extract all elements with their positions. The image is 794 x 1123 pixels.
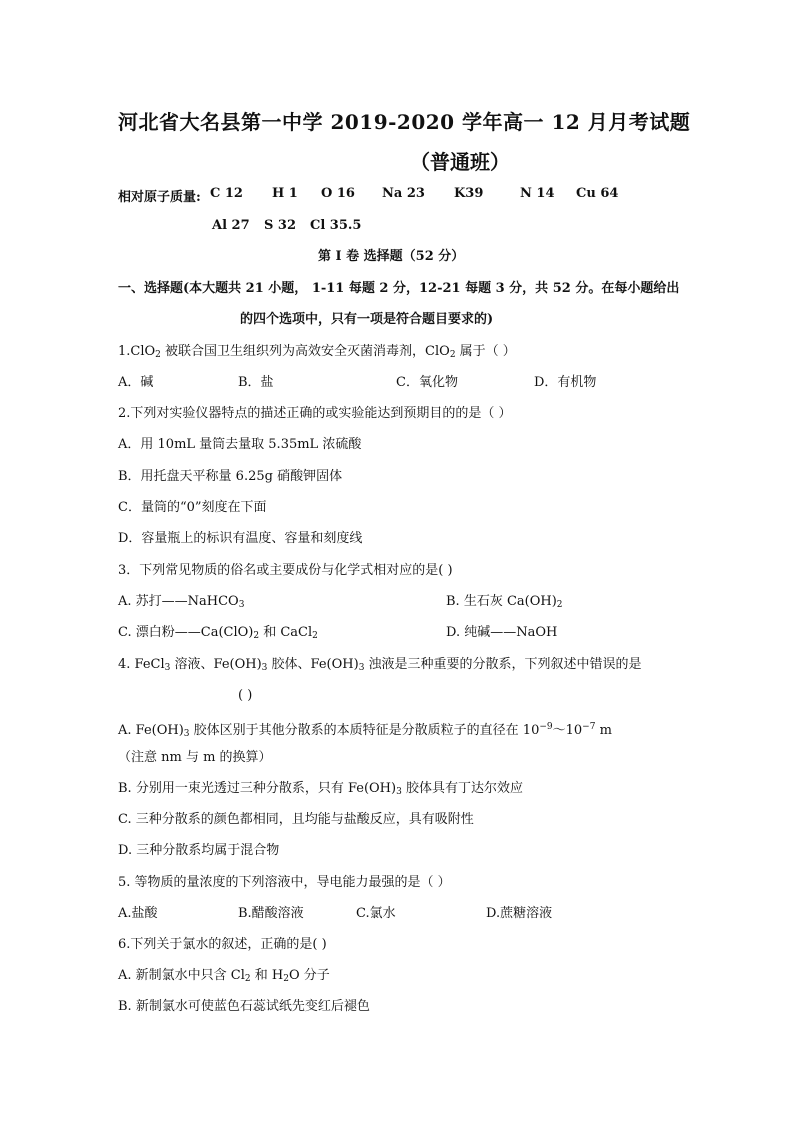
section-instructions-line-1: 一、选择题(本大题共 21 小题， 1-11 每题 2 分，12-21 每题 3 分，共 52 分。在每小题给出 [118,281,680,296]
question-2-stem: 2.下列对实验仪器特点的描述正确的或实验能达到预期目的的是（ ） [118,406,512,421]
option-b: B.醋酸溶液 [238,906,304,921]
question-1-stem: 1.ClO$_2$ 被联合国卫生组织列为高效安全灭菌消毒剂，ClO$_2$ 属于（ ） [118,344,516,360]
question-4-answer-paren: ( ) [238,688,253,703]
question-2-option-b: B．用托盘天平称量 6.25g 硝酸钾固体 [118,469,343,484]
question-2-option-d: D．容量瓶上的标识有温度、容量和刻度线 [118,531,363,546]
atomic-mass-label: 相对原子质量: [118,190,201,205]
question-4-option-a: A. $Fe(OH)_3$ 胶体区别于其他分散系的本质特征是分散质粒子的直径在 $10^{-9}\sim 10^{-7}$ m [118,722,612,739]
atomic-mass-row-1 [118,186,718,204]
question-4-stem: 4. FeCl$_3$ 溶液、$Fe(OH)_3$ 胶体、$Fe(OH)_3$ 浊液是三种重要的分散系，下列叙述中错误的是 [118,657,642,673]
atomic-mass-item: S 32 [264,218,297,233]
option-c: C．氧化物 [396,375,458,390]
option-d: D．有机物 [534,375,597,390]
option-a: A.盐酸 [118,906,158,921]
question-6-option-b: B. 新制氯水可使蓝色石蕊试纸先变红后褪色 [118,999,370,1014]
exam-title: 河北省大名县第一中学 2019-2020 学年高一 12 月月考试题 [118,110,691,134]
section-instructions-line-2: 的四个选项中，只有一项是符合题目要求的) [240,312,494,327]
atomic-mass-item: Na 23 [382,186,425,201]
question-3-stem: 3．下列常见物质的俗名或主要成份与化学式相对应的是( ) [118,563,453,578]
question-4-option-d: D. 三种分散系均属于混合物 [118,843,280,858]
question-4-option-b: B. 分别用一束光透过三种分散系，只有 $Fe(OH)_3$ 胶体具有丁达尔效应 [118,781,523,797]
question-6-option-a: A. 新制氯水中只含 $Cl_2$ 和 $H_2O$ 分子 [118,968,330,984]
question-2-option-a: A．用 10mL 量筒去量取 5.35mL 浓硫酸 [118,437,362,452]
atomic-mass-item: H 1 [272,186,298,201]
atomic-mass-item: Al 27 [212,218,250,233]
atomic-mass-row-2 [212,218,412,236]
question-2-option-c: C．量筒的“0”刻度在下面 [118,500,267,515]
question-4-option-c: C. 三种分散系的颜色都相同，且均能与盐酸反应，具有吸附性 [118,812,474,827]
question-3-option-c: C. 漂白粉$——Ca(ClO)_2$ 和 CaCl$_2$ [118,625,318,641]
part-heading: 第 I 卷 选择题（52 分） [318,249,465,264]
question-3-option-b: B. 生石灰 $Ca(OH)_2$ [446,594,563,610]
option-b: B．盐 [238,375,274,390]
option-d: D.蔗糖溶液 [486,906,553,921]
option-c: C.氯水 [356,906,396,921]
atomic-mass-item: Cl 35.5 [310,218,362,233]
atomic-mass-item: K39 [454,186,484,201]
atomic-mass-item: O 16 [321,186,355,201]
exam-subtitle: （普通班） [410,150,510,174]
atomic-mass-item: C 12 [210,186,243,201]
question-6-stem: 6.下列关于氯水的叙述，正确的是( ) [118,937,327,952]
atomic-mass-item: Cu 64 [576,186,619,201]
question-3-option-a: A. 苏打——NaHCO$_3$ [118,594,245,610]
question-3-option-d: D. 纯碱——NaOH [446,625,558,640]
option-a: A．碱 [118,375,154,390]
atomic-mass-item: N 14 [520,186,555,201]
question-5-stem: 5. 等物质的量浓度的下列溶液中，导电能力最强的是（ ） [118,875,451,890]
question-4-note: （注意 nm 与 m 的换算） [118,750,272,765]
